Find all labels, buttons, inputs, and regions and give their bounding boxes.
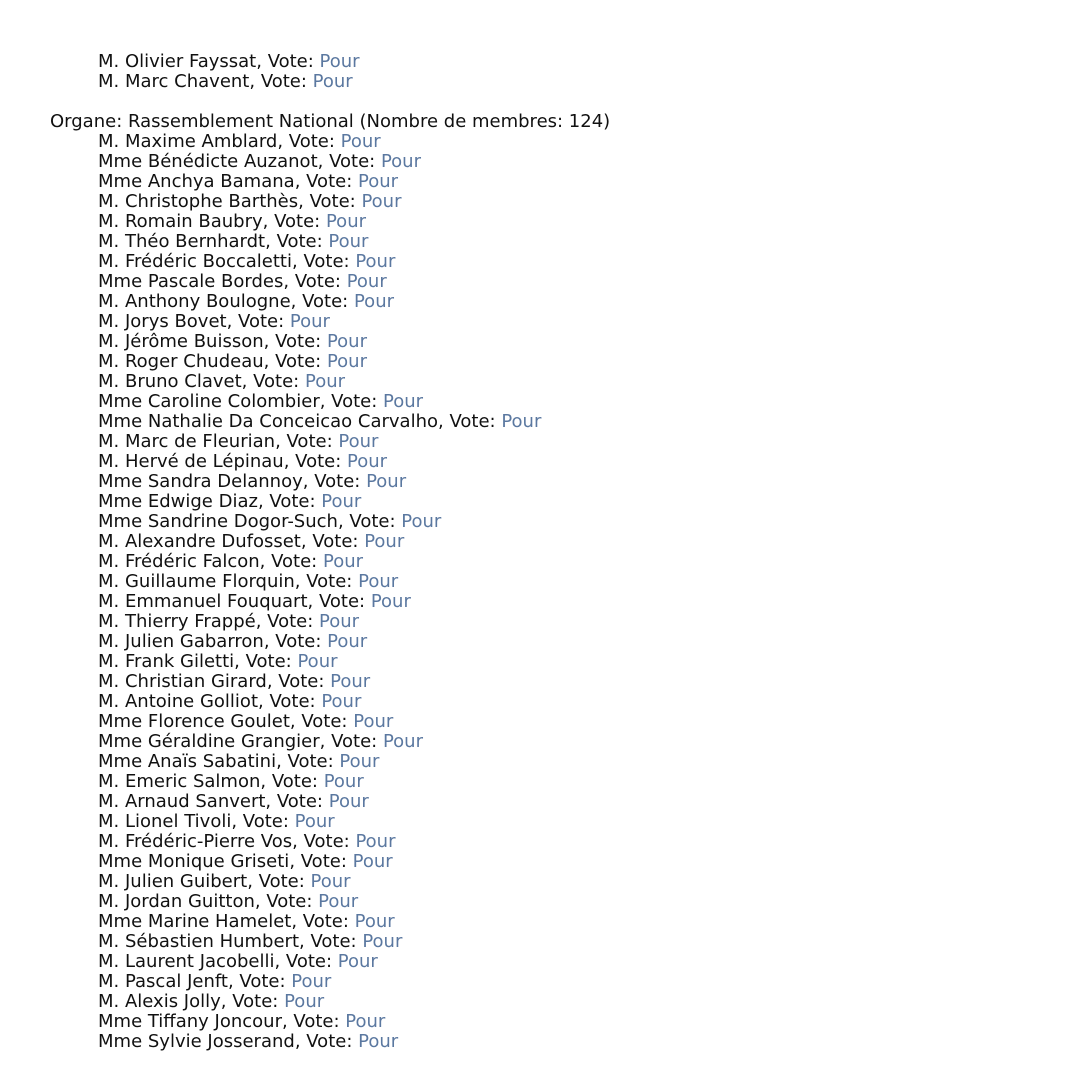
member-name: M. Christian Girard: [98, 671, 267, 692]
member-name: M. Emmanuel Fouquart: [98, 591, 308, 612]
member-vote-row: Mme Sylvie Josserand, Vote: Pour: [98, 1031, 399, 1052]
vote-value-link[interactable]: Pour: [321, 491, 362, 512]
vote-value-link[interactable]: Pour: [358, 1031, 399, 1052]
vote-label: Vote:: [349, 511, 396, 532]
vote-value-link[interactable]: Pour: [355, 251, 396, 272]
member-name: M. Christophe Barthès: [98, 191, 299, 212]
vote-label: Vote:: [318, 591, 366, 612]
vote-label: Vote:: [300, 851, 347, 872]
member-vote-row: M. Olivier Fayssat, Vote: Pour: [98, 51, 360, 72]
member-vote-row: M. Hervé de Lépinau, Vote: Pour: [98, 451, 388, 472]
vote-value-link[interactable]: Pour: [361, 191, 402, 212]
member-vote-row: Mme Marine Hamelet, Vote: Pour: [98, 911, 395, 932]
member-vote-row: M. Marc de Fleurian, Vote: Pour: [98, 431, 379, 452]
vote-label: Vote:: [275, 631, 322, 652]
vote-value-link[interactable]: Pour: [346, 271, 387, 292]
vote-label: Vote:: [449, 411, 496, 432]
vote-value-link[interactable]: Pour: [322, 551, 364, 572]
member-name: M. Anthony Boulogne: [98, 291, 291, 312]
vote-label: Vote:: [245, 651, 292, 672]
member-vote-row: M. Romain Baubry, Vote: Pour: [98, 211, 367, 232]
member-vote-row: Mme Sandrine Dogor-Such, Vote: Pour: [98, 511, 442, 532]
member-vote-row: M. Maxime Amblard, Vote: Pour: [98, 131, 381, 152]
member-name: M. Roger Chudeau: [98, 351, 264, 372]
vote-value-link[interactable]: Pour: [327, 631, 368, 652]
member-name: M. Sébastien Humbert: [98, 931, 300, 952]
vote-value-link[interactable]: Pour: [312, 71, 353, 92]
vote-label: Vote:: [274, 211, 321, 232]
vote-value-link[interactable]: Pour: [345, 1011, 386, 1032]
vote-value-link[interactable]: Pour: [401, 511, 442, 532]
member-name: M. Thierry Frappé: [98, 611, 256, 632]
member-vote-row: Mme Florence Goulet, Vote: Pour: [98, 711, 394, 732]
member-name: M. Julien Gabarron: [98, 631, 264, 652]
member-vote-row: M. Christian Girard, Vote: Pour: [98, 671, 371, 692]
member-vote-row: Mme Anaïs Sabatini, Vote: Pour: [98, 751, 380, 772]
member-name: M. Maxime Amblard: [98, 131, 278, 152]
vote-label: Vote:: [271, 771, 318, 792]
vote-value-link[interactable]: Pour: [380, 151, 421, 172]
member-vote-row: Mme Monique Griseti, Vote: Pour: [98, 851, 393, 872]
vote-label: Vote:: [232, 991, 279, 1012]
vote-value-link[interactable]: Pour: [294, 811, 335, 832]
member-name: M. Jérôme Buisson: [98, 331, 264, 352]
vote-value-link[interactable]: Pour: [354, 911, 395, 932]
member-vote-row: M. Alexandre Dufosset, Vote: Pour: [98, 531, 405, 552]
member-vote-row: M. Laurent Jacobelli, Vote: Pour: [98, 951, 378, 972]
member-name: Mme Sandrine Dogor-Such: [98, 511, 338, 532]
member-name: Mme Tiffany Joncour: [98, 1011, 282, 1032]
member-vote-row: Mme Caroline Colombier, Vote: Pour: [98, 391, 424, 412]
vote-label: Vote:: [276, 231, 323, 252]
vote-label: Vote:: [266, 891, 313, 912]
member-vote-row: Mme Edwige Diaz, Vote: Pour: [98, 491, 362, 512]
vote-value-link[interactable]: Pour: [340, 131, 381, 152]
vote-label: Vote:: [302, 291, 349, 312]
member-name: M. Jordan Guitton: [98, 891, 255, 912]
vote-value-link[interactable]: Pour: [319, 51, 360, 72]
vote-value-link[interactable]: Pour: [326, 331, 367, 352]
vote-value-link[interactable]: Pour: [383, 391, 424, 412]
vote-value-link[interactable]: Pour: [321, 691, 362, 712]
member-name: Mme Sylvie Josserand: [98, 1031, 295, 1052]
member-vote-row: Mme Géraldine Grangier, Vote: Pour: [98, 731, 423, 752]
vote-label: Vote:: [269, 691, 316, 712]
member-vote-row: M. Marc Chavent, Vote: Pour: [98, 71, 353, 92]
member-name: M. Antoine Golliot: [98, 691, 259, 712]
member-vote-row: Mme Sandra Delannoy, Vote: Pour: [98, 471, 407, 492]
vote-value-link[interactable]: Pour: [347, 451, 388, 472]
member-vote-row: Mme Anchya Bamana, Vote: Pour: [98, 171, 399, 192]
vote-label: Vote:: [306, 171, 353, 192]
vote-label: Vote:: [303, 831, 350, 852]
vote-label: Vote:: [295, 451, 342, 472]
vote-value-link[interactable]: Pour: [323, 771, 364, 792]
vote-label: Vote:: [239, 971, 286, 992]
vote-value-link[interactable]: Pour: [362, 931, 403, 952]
vote-label: Vote:: [275, 331, 322, 352]
member-name: Mme Pascale Bordes: [98, 271, 284, 292]
member-name: M. Lionel Tivoli: [98, 811, 232, 832]
member-name: M. Jorys Bovet: [98, 311, 227, 332]
group-section: [0, 112, 1080, 1052]
member-vote-row: M. Emeric Salmon, Vote: Pour: [98, 771, 364, 792]
vote-value-link[interactable]: Pour: [330, 671, 371, 692]
vote-value-link[interactable]: Pour: [328, 231, 369, 252]
vote-label: Vote:: [258, 871, 305, 892]
member-vote-row: M. Sébastien Humbert, Vote: Pour: [98, 931, 403, 952]
member-name: M. Théo Bernhardt: [98, 231, 266, 252]
vote-label: Vote:: [253, 371, 300, 392]
member-vote-row: M. Frédéric Falcon, Vote: Pour: [98, 551, 364, 572]
member-vote-row: M. Frank Giletti, Vote: Pour: [98, 651, 338, 672]
vote-value-link[interactable]: Pour: [325, 211, 367, 232]
vote-label: Vote:: [302, 911, 349, 932]
member-name: M. Julien Guibert: [98, 871, 248, 892]
vote-label: Vote:: [267, 611, 314, 632]
member-vote-row: M. Lionel Tivoli, Vote: Pour: [98, 811, 335, 832]
vote-label: Vote:: [301, 711, 348, 732]
vote-value-link[interactable]: Pour: [364, 531, 405, 552]
member-name: M. Frédéric-Pierre Vos: [98, 831, 293, 852]
member-name: Mme Marine Hamelet: [98, 911, 292, 932]
vote-value-link[interactable]: Pour: [501, 411, 542, 432]
vote-value-link[interactable]: Pour: [370, 591, 411, 612]
vote-value-link[interactable]: Pour: [338, 431, 379, 452]
member-vote-row: M. Christophe Barthès, Vote: Pour: [98, 191, 402, 212]
vote-label: Vote:: [314, 471, 361, 492]
member-name: M. Marc Chavent: [98, 71, 250, 92]
vote-label: Vote:: [306, 1031, 353, 1052]
vote-label: Vote:: [271, 551, 318, 572]
vote-value-link[interactable]: Pour: [318, 891, 359, 912]
member-name: M. Hervé de Lépinau: [98, 451, 284, 472]
vote-value-link[interactable]: Pour: [382, 731, 423, 752]
vote-label: Vote:: [294, 271, 341, 292]
member-name: M. Frank Giletti: [98, 651, 235, 672]
vote-value-link[interactable]: Pour: [328, 791, 369, 812]
member-name: M. Olivier Fayssat: [98, 51, 257, 72]
member-vote-row: M. Roger Chudeau, Vote: Pour: [98, 351, 367, 372]
vote-label: Vote:: [260, 71, 307, 92]
member-vote-row: M. Bruno Clavet, Vote: Pour: [98, 371, 346, 392]
vote-label: Vote:: [288, 131, 335, 152]
vote-label: Vote:: [285, 951, 333, 972]
vote-value-link[interactable]: Pour: [358, 571, 399, 592]
vote-value-link[interactable]: Pour: [337, 951, 378, 972]
vote-label: Vote:: [310, 931, 357, 952]
vote-label: Vote:: [278, 671, 325, 692]
vote-value-link[interactable]: Pour: [291, 971, 332, 992]
vote-value-link[interactable]: Pour: [366, 471, 407, 492]
vote-value-link[interactable]: Pour: [289, 311, 330, 332]
vote-value-link[interactable]: Pour: [358, 171, 399, 192]
member-vote-row: M. Emmanuel Fouquart, Vote: Pour: [98, 591, 411, 612]
vote-value-link[interactable]: Pour: [304, 371, 346, 392]
group-heading: Organe: Rassemblement National (Nombre de membres: 124): [50, 111, 611, 132]
vote-label: Vote:: [303, 251, 350, 272]
member-vote-row: M. Jérôme Buisson, Vote: Pour: [98, 331, 367, 352]
vote-label: Vote:: [286, 431, 333, 452]
vote-value-link[interactable]: Pour: [353, 711, 394, 732]
vote-label: Vote:: [275, 351, 322, 372]
member-name: Mme Florence Goulet: [98, 711, 290, 732]
member-vote-row: M. Alexis Jolly, Vote: Pour: [98, 991, 325, 1012]
vote-label: Vote:: [267, 51, 314, 72]
member-vote-row: M. Pascal Jenft, Vote: Pour: [98, 971, 332, 992]
member-vote-row: Mme Bénédicte Auzanot, Vote: Pour: [98, 151, 421, 172]
member-name: Mme Anaïs Sabatini: [98, 751, 277, 772]
vote-label: Vote:: [331, 391, 378, 412]
vote-value-link[interactable]: Pour: [326, 351, 367, 372]
vote-label: Vote:: [306, 571, 353, 592]
member-vote-row: Mme Nathalie Da Conceicao Carvalho, Vote: Pour: [98, 411, 542, 432]
member-vote-row: M. Frédéric-Pierre Vos, Vote: Pour: [98, 831, 396, 852]
member-vote-row: M. Anthony Boulogne, Vote: Pour: [98, 291, 395, 312]
member-name: M. Alexis Jolly: [98, 991, 221, 1012]
group-member-list: [0, 132, 1080, 1052]
member-name: M. Guillaume Florquin: [98, 571, 295, 592]
member-vote-row: M. Jordan Guitton, Vote: Pour: [98, 891, 359, 912]
member-vote-row: M. Arnaud Sanvert, Vote: Pour: [98, 791, 369, 812]
vote-value-link[interactable]: Pour: [352, 851, 393, 872]
member-vote-row: Mme Tiffany Joncour, Vote: Pour: [98, 1011, 386, 1032]
member-name: Mme Nathalie Da Conceicao Carvalho: [98, 411, 438, 432]
member-name: Mme Monique Griseti: [98, 851, 290, 872]
vote-value-link[interactable]: Pour: [319, 611, 360, 632]
member-name: M. Frédéric Falcon: [98, 551, 260, 572]
vote-label: Vote:: [309, 191, 356, 212]
member-vote-row: M. Théo Bernhardt, Vote: Pour: [98, 231, 369, 252]
vote-label: Vote:: [329, 151, 376, 172]
member-name: M. Pascal Jenft: [98, 971, 228, 992]
vote-value-link[interactable]: Pour: [339, 751, 380, 772]
vote-label: Vote:: [242, 811, 289, 832]
member-vote-row: M. Thierry Frappé, Vote: Pour: [98, 611, 360, 632]
vote-label: Vote:: [312, 531, 359, 552]
member-name: Mme Sandra Delannoy: [98, 471, 303, 492]
member-name: M. Marc de Fleurian: [98, 431, 276, 452]
previous-group-member-list: [0, 52, 1080, 92]
vote-value-link[interactable]: Pour: [297, 651, 338, 672]
vote-value-link[interactable]: Pour: [353, 291, 395, 312]
member-name: Mme Caroline Colombier: [98, 391, 320, 412]
member-name: Mme Anchya Bamana: [98, 171, 295, 192]
member-name: Mme Géraldine Grangier: [98, 731, 320, 752]
member-name: Mme Edwige Diaz: [98, 491, 258, 512]
member-vote-row: M. Antoine Golliot, Vote: Pour: [98, 691, 362, 712]
member-name: M. Emeric Salmon: [98, 771, 261, 792]
vote-label: Vote:: [331, 731, 378, 752]
vote-label: Vote:: [238, 311, 285, 332]
vote-value-link[interactable]: Pour: [310, 871, 351, 892]
member-name: M. Arnaud Sanvert: [98, 791, 266, 812]
member-name: M. Alexandre Dufosset: [98, 531, 301, 552]
member-vote-row: M. Julien Guibert, Vote: Pour: [98, 871, 351, 892]
member-vote-row: M. Guillaume Florquin, Vote: Pour: [98, 571, 399, 592]
vote-label: Vote:: [287, 751, 334, 772]
member-name: Mme Bénédicte Auzanot: [98, 151, 318, 172]
member-vote-row: M. Jorys Bovet, Vote: Pour: [98, 311, 330, 332]
member-name: M. Laurent Jacobelli: [98, 951, 275, 972]
member-vote-row: M. Julien Gabarron, Vote: Pour: [98, 631, 368, 652]
vote-label: Vote:: [293, 1011, 340, 1032]
member-vote-row: M. Frédéric Boccaletti, Vote: Pour: [98, 251, 396, 272]
vote-value-link[interactable]: Pour: [355, 831, 396, 852]
member-name: M. Romain Baubry: [98, 211, 263, 232]
vote-value-link[interactable]: Pour: [284, 991, 325, 1012]
vote-label: Vote:: [276, 791, 323, 812]
member-vote-row: Mme Pascale Bordes, Vote: Pour: [98, 271, 387, 292]
vote-label: Vote:: [269, 491, 316, 512]
member-name: M. Bruno Clavet: [98, 371, 242, 392]
member-name: M. Frédéric Boccaletti: [98, 251, 292, 272]
